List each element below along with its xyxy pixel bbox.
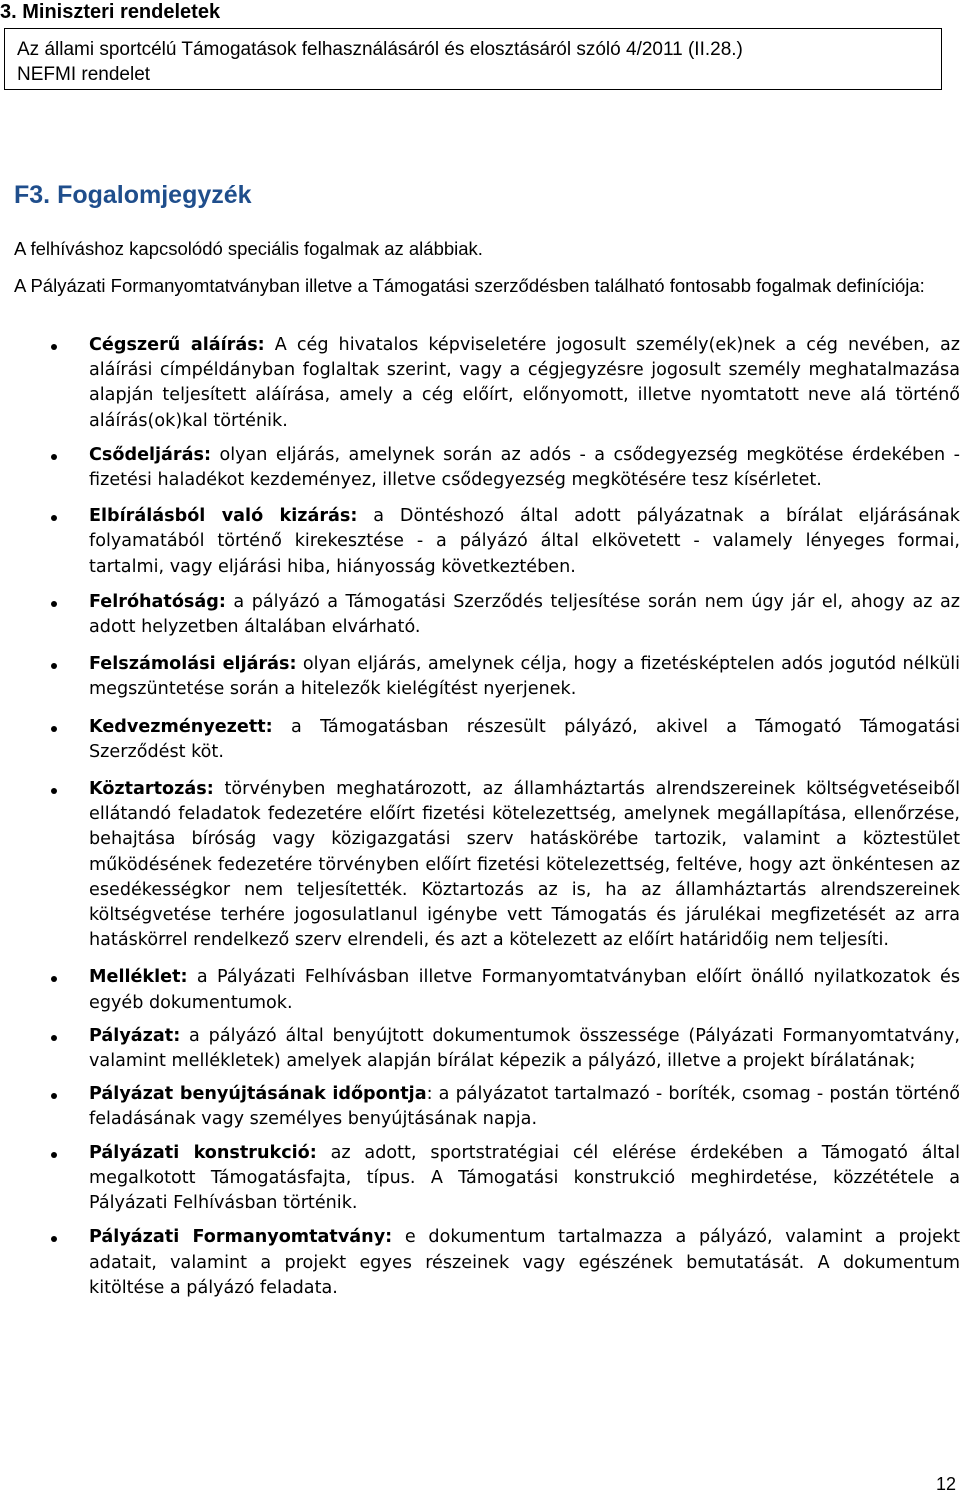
definition-text: : a pályázatot tartalmazó - boríték, csomag - postán történő feladásának vagy személyes benyújtásának napja.: [89, 1084, 960, 1130]
definition-item: [0, 504, 960, 580]
definition-item: [0, 333, 960, 434]
definition-text: törvényben meghatározott, az államháztartás alrendszereinek költségvetéseiből ellátandó feladatok fedezetére előírt fizetési kötelezettség, amelynek megállapítása, ellenőrzése, behajtása bíróság vagy közigazgatási szerv hatáskörébe tartozik, valamint a köztestület működésének fedezetére törvényben előírt fizetési kötelezettség, feltéve, hogy azt önkéntesen az esedékességkor nem teljesítették. Köztartozás az is, ha az államháztartás alrendszereinek költségvetése terhére jogosulatlanul igénybe vett Támogatás és járulékai megfizetését az arra hatáskörrel rendelkező szerv elrendeli, és azt a kötelezett az előírt határidőig nem teljesíti.: [89, 779, 960, 951]
regulation-title-line2: NEFMI rendelet: [17, 64, 151, 85]
definition-term: Melléklet:: [89, 967, 188, 988]
definition-term: Felszámolási eljárás:: [89, 654, 297, 675]
bullet-icon: [51, 1236, 57, 1242]
definition-text: a Pályázati Felhívásban illetve Formanyomtatványban előírt önálló nyilatkozatok és egyéb dokumentumok.: [89, 967, 960, 1013]
definition-text: a Támogatásban részesült pályázó, akivel a Támogató Támogatási Szerződést köt.: [89, 716, 960, 762]
definition-item: [0, 965, 960, 1015]
chapter-heading: 3. Miniszteri rendeletek: [0, 1, 221, 23]
definition-term: Pályázati Formanyomtatvány:: [89, 1227, 393, 1248]
definition-term: Kedvezményezett:: [89, 716, 273, 737]
definition-text: az adott, sportstratégiai cél elérése érdekében a Támogató által megalkotott Támogatásfajta, típus. A Támogatási konstrukció meghirdetése, közzététele a Pályázati Felhívásban történik.: [89, 1142, 960, 1214]
definition-term: Köztartozás:: [89, 779, 214, 800]
definition-text: olyan eljárás, amelynek célja, hogy a fizetésképtelen adós jogutód nélküli megszüntetése során a hitelezők kielégítést nyerjenek.: [89, 654, 960, 700]
definition-term: Pályázat benyújtásának időpontja: [89, 1084, 427, 1105]
definition-item: [0, 652, 960, 702]
bullet-icon: [51, 788, 57, 794]
definition-text: a pályázó a Támogatási Szerződés teljesítése során nem úgy jár el, ahogy az az adott helyzetben általában elvárható.: [89, 591, 960, 638]
definition-item: [0, 1141, 960, 1217]
regulation-title-line1: Az állami sportcélú Támogatások felhasználásáról és elosztásáról szóló 4/2011 (II.28.): [17, 39, 743, 60]
bullet-icon: [51, 454, 57, 460]
regulation-box: [4, 28, 942, 90]
page-number: 12: [935, 1474, 956, 1494]
bullet-icon: [51, 663, 57, 669]
definition-item: [0, 1024, 960, 1074]
bullet-icon: [51, 344, 57, 350]
definition-item: [0, 1225, 960, 1301]
definition-text: A cég hivatalos képviseletére jogosult személy(ek)nek a cég nevében, az aláírási címpéldányban foglaltak szerint, vagy a cégjegyzésre jogosult személy meghatalmazása alapján teljesített aláírása, amely a cég előírt, előnyomott, illetve nyomtatott neve alá történő aláírás(ok)kal történik.: [89, 335, 960, 431]
intro-paragraph-1: A felhíváshoz kapcsolódó speciális fogalmak az alábbiak.: [14, 238, 483, 259]
definition-item: [0, 443, 960, 493]
definition-term: Pályázati konstrukció:: [89, 1142, 317, 1163]
section-title: F3. Fogalomjegyzék: [14, 181, 252, 209]
definition-text: olyan eljárás, amelynek során az adós - a csődegyezség megkötése érdekében - fizetési haladékot kezdeményez, illetve csődegyezség megkötésére tesz kísérletet.: [89, 444, 960, 491]
intro-paragraph-2: A Pályázati Formanyomtatványban illetve a Támogatási szerződésben található fontosabb fogalmak definíciója:: [14, 275, 925, 296]
bullet-icon: [51, 515, 57, 521]
definition-item: [0, 777, 960, 953]
bullet-icon: [51, 601, 57, 607]
definition-text: e dokumentum tartalmazza a pályázó, valamint a projekt adatait, valamint a projekt egyes részeinek vagy egészének bemutatását. A dokumentum kitöltése a pályázó feladata.: [89, 1227, 960, 1298]
definition-term: Felróhatóság:: [89, 591, 226, 612]
definition-term: Cégszerű aláírás:: [89, 335, 265, 355]
definition-text: a pályázó által benyújtott dokumentumok összessége (Pályázati Formanyomtatvány, valamint mellékletek) amelyek alapján bírálat képezik a pályázó, illetve a projekt bírálatának;: [89, 1025, 960, 1072]
definition-item: [0, 1082, 960, 1132]
bullet-icon: [51, 1035, 57, 1041]
bullet-icon: [51, 976, 57, 982]
bullet-icon: [51, 726, 57, 732]
definition-item: [0, 715, 960, 765]
definition-term: Csődeljárás:: [89, 444, 211, 465]
definition-term: Pályázat:: [89, 1025, 181, 1046]
definition-term: Elbírálásból való kizárás:: [89, 506, 358, 527]
bullet-icon: [51, 1152, 57, 1158]
definition-item: [0, 590, 960, 640]
definition-text: a Döntéshozó által adott pályázatnak a bírálat eljárásának folyamatából történő kirekesztése - a pályázó által elkövetett - valamely lényeges formai, tartalmi, vagy eljárási hiba, hiányosság következtében.: [89, 506, 960, 577]
bullet-icon: [51, 1093, 57, 1099]
definition-list: [0, 333, 960, 1301]
